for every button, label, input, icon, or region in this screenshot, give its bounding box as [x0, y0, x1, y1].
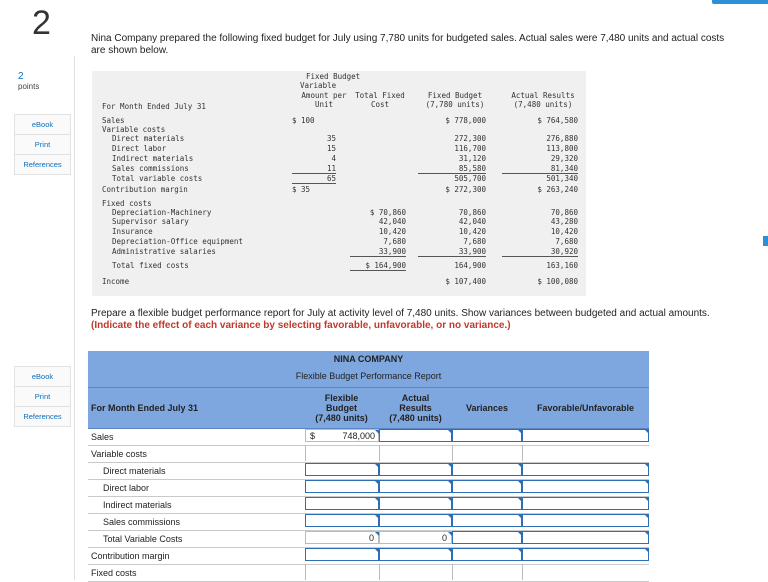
fixed-row-ar: 43,280 [550, 217, 578, 226]
flexible-budget-input[interactable] [305, 548, 379, 561]
fixed-row-label: Depreciation-Office equipment [112, 237, 243, 246]
fixed-row-label: Indirect materials [112, 154, 194, 163]
ebook-link-2[interactable]: eBook [15, 367, 70, 387]
fixed-row-fb: 70,860 [458, 208, 486, 217]
report-title-block [88, 351, 649, 387]
col-actual-l2: Results [399, 403, 432, 413]
report-row [88, 479, 649, 497]
fixed-row-unit: $ 100 [292, 116, 315, 125]
fixed-row-total: 7,680 [383, 237, 406, 246]
hdr-cost: Cost [370, 100, 390, 109]
col-actual-l3: (7,480 units) [389, 413, 442, 423]
actual-results-input[interactable] [379, 514, 452, 527]
flexible-budget-input[interactable] [305, 463, 379, 476]
fixed-row-total: $ 70,860 [369, 208, 406, 217]
actual-results-input[interactable] [379, 497, 452, 510]
report-row [88, 462, 649, 480]
empty-cell [452, 564, 523, 580]
total-variable-flexible-value: 0 [368, 533, 374, 543]
empty-cell [305, 445, 380, 461]
fixed-row [92, 185, 586, 195]
fixed-row-ar: 501,340 [546, 174, 578, 183]
fixed-row-fb: 10,420 [458, 227, 486, 236]
fixed-row-total: 33,900 [350, 247, 406, 257]
report-row-label: Sales commissions [103, 517, 181, 527]
references-link[interactable]: References [23, 160, 62, 169]
fixed-row-label: Total fixed costs [112, 261, 189, 270]
side-edge-tab[interactable] [763, 236, 768, 246]
favorable-select[interactable] [522, 463, 649, 476]
ebook-link[interactable]: eBook [15, 115, 70, 135]
fixed-row-ar: $ 263,240 [537, 185, 578, 194]
fixed-row-ar: 10,420 [550, 227, 578, 236]
variance-input[interactable] [452, 514, 522, 527]
fixed-row-label: Total variable costs [112, 174, 203, 183]
fixed-row-ar: $ 764,580 [537, 116, 578, 125]
resources-panel-bottom [14, 366, 71, 427]
flexible-budget-input[interactable] [305, 514, 379, 527]
fixed-row-fb: 33,900 [418, 247, 486, 257]
favorable-select[interactable] [522, 480, 649, 493]
references-link-2[interactable]: References [23, 412, 62, 421]
flexible-budget-input[interactable] [305, 531, 379, 544]
fixed-row-ar: 163,160 [546, 261, 578, 270]
fixed-row-ar: 29,320 [550, 154, 578, 163]
fixed-row-label: Depreciation-Machinery [112, 208, 212, 217]
hdr-ar: Actual Results [511, 91, 575, 100]
col-flexible [305, 388, 378, 428]
favorable-select[interactable] [522, 429, 649, 442]
hdr-ar-units: (7,480 units) [513, 100, 573, 109]
report-row-label: Total Variable Costs [103, 534, 183, 544]
report-row [88, 496, 649, 514]
fixed-row-label: Direct materials [112, 134, 185, 143]
instructions-note: (Indicate the effect of each variance by selecting favorable, unfavorable, or no variance.) [91, 320, 511, 331]
fixed-row-unit: 15 [326, 144, 336, 153]
actual-results-input[interactable] [379, 548, 452, 561]
fixed-row-fb: 42,040 [458, 217, 486, 226]
fixed-row-fb: $ 107,400 [445, 277, 486, 286]
fixed-row-ar: $ 100,080 [537, 277, 578, 286]
fixed-row-unit: 11 [292, 164, 336, 174]
hdr-fb: Fixed Budget [427, 91, 483, 100]
fixed-row-label: Income [102, 277, 130, 286]
fixed-row [92, 261, 586, 271]
fixed-row-unit: 4 [331, 154, 336, 163]
points-value: 2 [18, 71, 24, 82]
instructions [91, 308, 721, 332]
fixed-row-unit: $ 35 [292, 185, 311, 194]
variance-input[interactable] [452, 463, 522, 476]
variance-input[interactable] [452, 548, 522, 561]
fixed-row-label: Insurance [112, 227, 153, 236]
flexible-budget-input[interactable] [305, 429, 379, 442]
resources-panel-top [14, 114, 71, 175]
fixed-row [92, 217, 586, 227]
empty-cell [305, 564, 380, 580]
actual-results-input[interactable] [379, 429, 452, 442]
col-variances: Variances [465, 403, 509, 413]
col-flexible-l2: Budget [326, 403, 357, 413]
actual-results-input[interactable] [379, 463, 452, 476]
fixed-row-ar: 81,340 [502, 164, 578, 174]
report-row [88, 428, 649, 446]
col-actual-l1: Actual [401, 393, 430, 403]
fixed-row-fb: 7,680 [463, 237, 486, 246]
hdr-variable: Variable [300, 81, 337, 90]
col-favorable: Favorable/Unfavorable [536, 403, 635, 413]
points-text: points [18, 82, 40, 91]
fixed-row-label: Variable costs [102, 125, 166, 134]
fixed-row-fb: 272,300 [454, 134, 486, 143]
col-flexible-l1: Flexible [324, 393, 359, 403]
report-row-label: Indirect materials [103, 500, 172, 510]
report-row [88, 530, 649, 548]
fixed-row-ar: 30,920 [502, 247, 578, 257]
fixed-row-total: $ 164,900 [350, 261, 406, 271]
fixed-row-ar: 70,860 [550, 208, 578, 217]
empty-cell [522, 564, 650, 580]
fixed-row [92, 237, 586, 247]
fixed-row-fb: 505,700 [454, 174, 486, 183]
fixed-row-unit: 65 [292, 174, 336, 184]
fixed-row [92, 134, 586, 144]
report-row [88, 513, 649, 531]
total-variable-actual-value: 0 [441, 533, 447, 543]
top-action-button[interactable] [712, 0, 768, 4]
instructions-text: Prepare a flexible budget performance report for July at activity level of 7,480 units. Show variances between budgeted and actual amounts. [91, 308, 710, 319]
fixed-row-fb: 164,900 [454, 261, 486, 270]
report-title: Flexible Budget Performance Report [295, 371, 442, 381]
report-row-label: Sales [91, 432, 114, 442]
fixed-row-label: Sales [102, 116, 125, 125]
performance-report-grid [88, 351, 649, 580]
report-row-label: Fixed costs [91, 568, 137, 578]
flexible-budget-input[interactable] [305, 497, 379, 510]
fixed-row [92, 144, 586, 154]
col-flexible-l3: (7,480 units) [315, 413, 368, 423]
fixed-row-unit: 35 [326, 134, 336, 143]
hdr-fb-units: (7,780 units) [425, 100, 485, 109]
fixed-budget-table [92, 71, 586, 296]
favorable-select[interactable] [522, 548, 649, 561]
fixed-row-label: Fixed costs [102, 199, 152, 208]
empty-cell [379, 564, 453, 580]
flexible-budget-input[interactable] [305, 480, 379, 493]
fixed-row-fb: $ 272,300 [445, 185, 486, 194]
col-actual [379, 388, 452, 428]
report-row [88, 564, 649, 582]
fixed-row [92, 154, 586, 164]
question-text: Nina Company prepared the following fixed budget for July using 7,780 units for budgeted sales. Actual sales were 7,480 units and actual costs are shown below. [91, 33, 725, 56]
fixed-row-ar: 7,680 [555, 237, 578, 246]
fixed-row [92, 164, 586, 174]
points-label [18, 72, 39, 92]
empty-cell [379, 445, 453, 461]
report-row [88, 547, 649, 565]
favorable-select[interactable] [522, 497, 649, 510]
hdr-unit: Unit [314, 100, 334, 109]
fixed-row-label: Administrative salaries [112, 247, 216, 256]
favorable-select[interactable] [522, 514, 649, 527]
hdr-amount-per: Amount per [301, 91, 347, 100]
fixed-row-ar: 113,800 [546, 144, 578, 153]
fixed-row [92, 174, 586, 184]
print-link-2[interactable]: Print [15, 387, 70, 407]
report-company: NINA COMPANY [333, 354, 404, 364]
fixed-row-fb: 31,120 [458, 154, 486, 163]
fixed-row [92, 227, 586, 237]
sales-dollar-sign: $ [310, 431, 316, 441]
fixed-row [92, 247, 586, 257]
report-header-row [88, 387, 649, 429]
report-row [88, 445, 649, 463]
col-period: For Month Ended July 31 [91, 403, 199, 413]
actual-results-input[interactable] [379, 480, 452, 493]
fixed-row-label: Direct labor [112, 144, 167, 153]
report-row-label: Contribution margin [91, 551, 170, 561]
sales-flexible-value: 748,000 [342, 431, 375, 441]
actual-results-input[interactable] [379, 531, 452, 544]
report-row-label: Variable costs [91, 449, 147, 459]
report-row-label: Direct materials [103, 466, 166, 476]
variance-input[interactable] [452, 497, 522, 510]
fixed-row [92, 277, 586, 287]
hdr-fixed-budget: Fixed Budget [306, 72, 361, 81]
hdr-period: For Month Ended July 31 [102, 102, 206, 111]
fixed-row-label: Supervisor salary [112, 217, 189, 226]
fixed-row-ar: 276,880 [546, 134, 578, 143]
report-row-label: Direct labor [103, 483, 150, 493]
variance-input[interactable] [452, 531, 522, 544]
fixed-row-label: Sales commissions [112, 164, 189, 173]
variance-input[interactable] [452, 429, 522, 442]
fixed-row-fb: $ 778,000 [445, 116, 486, 125]
empty-cell [452, 445, 523, 461]
fixed-row-total: 42,040 [378, 217, 406, 226]
empty-cell [522, 445, 650, 461]
favorable-select[interactable] [522, 531, 649, 544]
fixed-row-total: 10,420 [378, 227, 406, 236]
hdr-total-fixed: Total Fixed [355, 91, 405, 100]
fixed-row-fb: 116,700 [454, 144, 486, 153]
fixed-row-fb: 85,580 [418, 164, 486, 174]
print-link[interactable]: Print [15, 135, 70, 155]
question-number: 2 [32, 4, 51, 42]
variance-input[interactable] [452, 480, 522, 493]
fixed-row-label: Contribution margin [102, 185, 188, 194]
question-divider [74, 56, 75, 580]
